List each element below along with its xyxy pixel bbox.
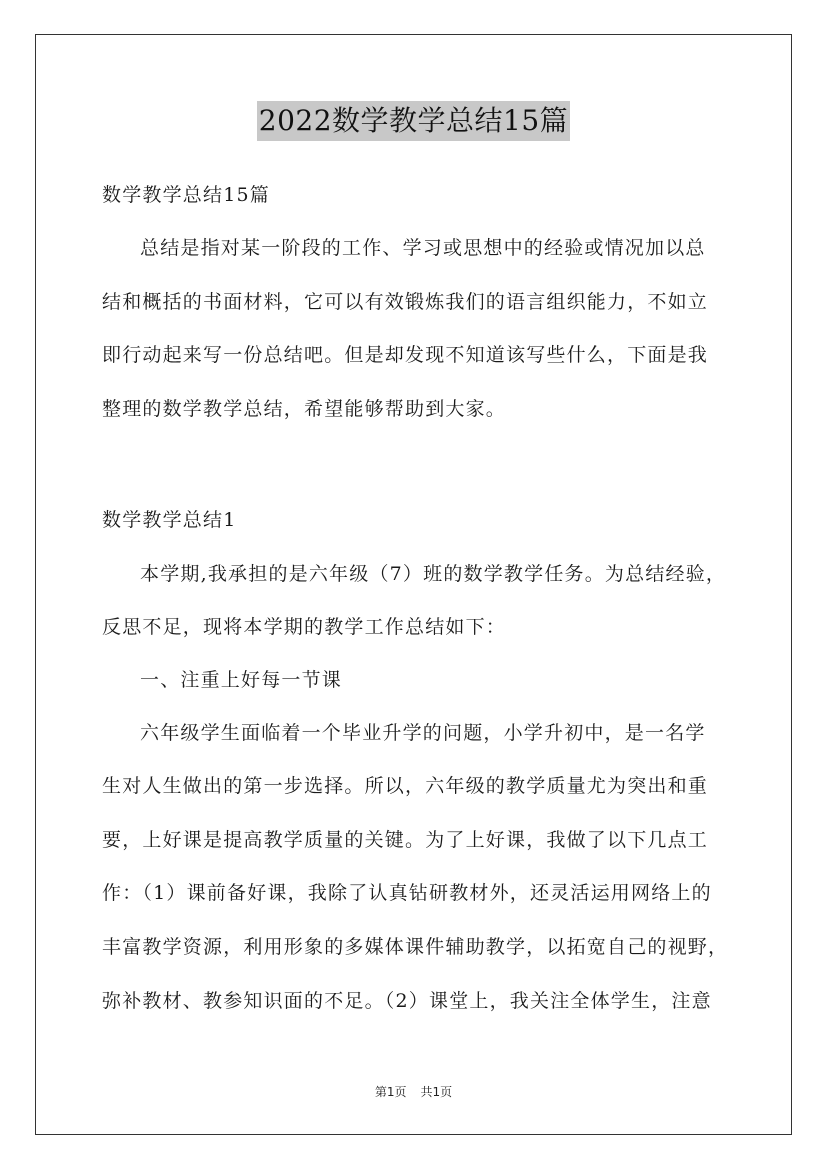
body-line: 作：（1）课前备好课，我除了认真钻研教材外，还灵活运用网络上的 xyxy=(102,882,712,904)
intro-line: 总结是指对某一阶段的工作、学习或思想中的经验或情况加以总 xyxy=(140,237,706,259)
section-heading: 数学教学总结1 xyxy=(102,509,237,531)
section-line: 反思不足，现将本学期的教学工作总结如下： xyxy=(102,616,507,638)
body-line: 弥补教材、教参知识面的不足。（2）课堂上，我关注全体学生，注意 xyxy=(102,990,712,1012)
body-line: 要，上好课是提高教学质量的关键。为了上好课，我做了以下几点工 xyxy=(102,829,709,851)
intro-line: 即行动起来写一份总结吧。但是却发现不知道该写些什么，下面是我 xyxy=(102,344,709,366)
subheading: 一、注重上好每一节课 xyxy=(140,669,343,691)
body-line: 丰富教学资源，利用形象的多媒体课件辅助教学，以拓宽自己的视野， xyxy=(102,936,729,958)
body-line: 六年级学生面临着一个毕业升学的问题，小学升初中，是一名学 xyxy=(140,722,706,744)
document-title: 2022数学教学总结15篇 xyxy=(257,101,570,141)
page-number: 第1页 xyxy=(374,1085,407,1099)
intro-line: 整理的数学教学总结，希望能够帮助到大家。 xyxy=(102,398,507,420)
page-total: 共1页 xyxy=(420,1085,453,1099)
section-line: 本学期,我承担的是六年级（7）班的数学教学任务。为总结经验， xyxy=(140,563,727,585)
title-container xyxy=(0,101,827,141)
document-subtitle: 数学教学总结15篇 xyxy=(102,184,270,206)
page-footer xyxy=(0,1084,827,1100)
intro-line: 结和概括的书面材料，它可以有效锻炼我们的语言组织能力，不如立 xyxy=(102,291,709,313)
body-line: 生对人生做出的第一步选择。所以，六年级的教学质量尤为突出和重 xyxy=(102,775,709,797)
